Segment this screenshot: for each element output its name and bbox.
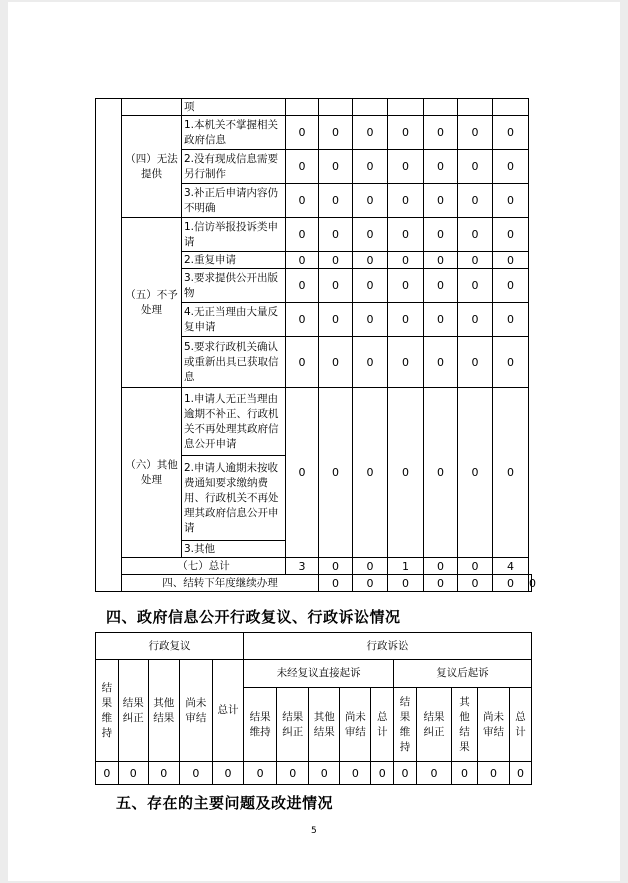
row-label: 2.重复申请	[182, 252, 286, 269]
cell-value: 0	[458, 388, 493, 558]
total-label: （七）总计	[122, 558, 286, 575]
cell-value: 0	[458, 116, 493, 150]
cell-value: 0	[319, 388, 353, 558]
cell-value: 0	[353, 184, 388, 218]
cell-value: 0	[319, 218, 353, 252]
cell-value: 0	[458, 218, 493, 252]
cell-value: 0	[510, 762, 532, 785]
review-header: 行政复议	[96, 633, 244, 660]
carryover-value: 0	[493, 575, 529, 592]
carryover-label: 四、结转下年度继续办理	[122, 575, 319, 592]
row-label: 1.申请人无正当理由逾期不补正、行政机关不再处理其政府信息公开申请	[182, 388, 286, 456]
category-wufa: （四）无法提供	[122, 116, 182, 218]
direct-litigation-header: 未经复议直接起诉	[244, 660, 394, 688]
category-qita: （六）其他处理	[122, 388, 182, 558]
sub-col-header: 尚未审结	[179, 660, 212, 762]
total-value: 4	[493, 558, 529, 575]
sub-col-header: 结果维持	[96, 660, 119, 762]
after-review-header: 复议后起诉	[394, 660, 532, 688]
cell-value: 0	[371, 762, 394, 785]
cell-value: 0	[493, 116, 529, 150]
cell-value: 0	[319, 337, 353, 388]
row-label: 5.要求行政机关确认或重新出具已获取信息	[182, 337, 286, 388]
cell-value: 0	[477, 762, 509, 785]
cell-value: 0	[286, 388, 319, 558]
total-value: 0	[319, 558, 353, 575]
total-value: 0	[424, 558, 458, 575]
carryover-value: 0	[319, 575, 353, 592]
sub-col-header: 结果维持	[394, 688, 417, 762]
cell-value: 0	[458, 337, 493, 388]
row-label: 1.本机关不掌握相关政府信息	[182, 116, 286, 150]
cell-value: 0	[424, 184, 458, 218]
cell-value: 0	[319, 252, 353, 269]
sub-col-header: 其他结果	[148, 660, 179, 762]
cell-value: 0	[388, 116, 424, 150]
row-label: 3.要求提供公开出版物	[182, 269, 286, 303]
cell-value: 0	[353, 337, 388, 388]
cell-value: 0	[286, 150, 319, 184]
sub-col-header: 结果纠正	[416, 688, 451, 762]
cell-value: 0	[388, 337, 424, 388]
cell-value: 0	[388, 184, 424, 218]
cell-value: 0	[493, 269, 529, 303]
cell-value: 0	[96, 762, 119, 785]
cell-value: 0	[353, 269, 388, 303]
cell-value: 0	[319, 116, 353, 150]
section-5-title: 五、存在的主要问题及改进情况	[116, 794, 334, 812]
section-side-cell	[96, 99, 122, 592]
carryover-value: 0	[424, 575, 458, 592]
cell-value: 0	[319, 303, 353, 337]
sub-col-header: 结果维持	[244, 688, 277, 762]
cell-value: 0	[493, 337, 529, 388]
cell-value: 0	[388, 388, 424, 558]
cell-value: 0	[148, 762, 179, 785]
sub-col-header: 其他结果	[309, 688, 340, 762]
review-litigation-table	[95, 632, 532, 785]
cell-value: 0	[286, 218, 319, 252]
row-label: 3.补正后申请内容仍不明确	[182, 184, 286, 218]
sub-col-header: 尚未审结	[477, 688, 509, 762]
cell-value: 0	[309, 762, 340, 785]
cell-value: 0	[493, 218, 529, 252]
cell-value: 0	[286, 184, 319, 218]
sub-col-header: 总计	[212, 660, 243, 762]
litigation-header: 行政诉讼	[244, 633, 532, 660]
cell-value: 0	[394, 762, 417, 785]
sub-col-header: 其他结果	[452, 688, 478, 762]
cell-value: 0	[388, 150, 424, 184]
total-value: 0	[353, 558, 388, 575]
cell-value: 0	[212, 762, 243, 785]
cell-value: 0	[388, 303, 424, 337]
cell-value: 0	[244, 762, 277, 785]
cell-value: 0	[493, 388, 529, 558]
total-value: 3	[286, 558, 319, 575]
row-label: 4.无正当理由大量反复申请	[182, 303, 286, 337]
section-4-title: 四、政府信息公开行政复议、行政诉讼情况	[106, 608, 401, 626]
cell-value: 0	[458, 269, 493, 303]
cell-value: 0	[353, 303, 388, 337]
cell-value: 0	[424, 150, 458, 184]
cell-value: 0	[458, 303, 493, 337]
row-label: 1.信访举报投诉类申请	[182, 218, 286, 252]
carryover-value: 0	[458, 575, 493, 592]
cell-value: 0	[424, 269, 458, 303]
sub-col-header: 总计	[510, 688, 532, 762]
page-number: 5	[311, 826, 317, 836]
cell-value: 0	[118, 762, 148, 785]
cell-value: 0	[424, 388, 458, 558]
total-value: 1	[388, 558, 424, 575]
cell-value: 0	[493, 252, 529, 269]
cell-value: 0	[388, 252, 424, 269]
sub-col-header: 总计	[371, 688, 394, 762]
cell-value: 0	[424, 116, 458, 150]
cell-value: 0	[353, 150, 388, 184]
cell-value: 0	[319, 150, 353, 184]
cell-value: 0	[458, 184, 493, 218]
total-value: 0	[458, 558, 493, 575]
row-label: 3.其他	[182, 541, 286, 558]
row-label: 2.申请人逾期未按收费通知要求缴纳费用、行政机关不再处理其政府信息公开申请	[182, 456, 286, 541]
cell-value: 0	[353, 116, 388, 150]
sub-col-header: 结果纠正	[277, 688, 309, 762]
cell-value: 0	[424, 303, 458, 337]
cell-value: 0	[424, 218, 458, 252]
cell-value: 0	[353, 218, 388, 252]
cell-value: 0	[319, 184, 353, 218]
carryover-value: 0	[353, 575, 388, 592]
row-label: 2.没有现成信息需要另行制作	[182, 150, 286, 184]
carryover-value: 0	[529, 576, 536, 590]
cell-value: 0	[452, 762, 478, 785]
cell-value: 0	[319, 269, 353, 303]
cell-value: 0	[388, 269, 424, 303]
cell-value: 0	[286, 269, 319, 303]
header-fragment: 项	[182, 99, 286, 116]
cell-value: 0	[424, 252, 458, 269]
cell-value: 0	[493, 150, 529, 184]
cell-value: 0	[286, 303, 319, 337]
cell-value: 0	[340, 762, 371, 785]
cell-value: 0	[493, 184, 529, 218]
cell-value: 0	[286, 252, 319, 269]
cell-value: 0	[458, 252, 493, 269]
cell-value: 0	[416, 762, 451, 785]
cell-value: 0	[493, 303, 529, 337]
carryover-value: 0	[388, 575, 424, 592]
cell-value: 0	[286, 337, 319, 388]
application-results-table	[95, 98, 536, 592]
cell-value: 0	[353, 252, 388, 269]
cell-value: 0	[277, 762, 309, 785]
sub-col-header: 尚未审结	[340, 688, 371, 762]
category-buyu: （五）不予处理	[122, 218, 182, 388]
cell-value: 0	[286, 116, 319, 150]
document-page	[8, 2, 620, 881]
cell-value: 0	[458, 150, 493, 184]
cell-value: 0	[388, 218, 424, 252]
cell-value: 0	[353, 388, 388, 558]
cell-value: 0	[424, 337, 458, 388]
sub-col-header: 结果纠正	[118, 660, 148, 762]
cell-value: 0	[179, 762, 212, 785]
